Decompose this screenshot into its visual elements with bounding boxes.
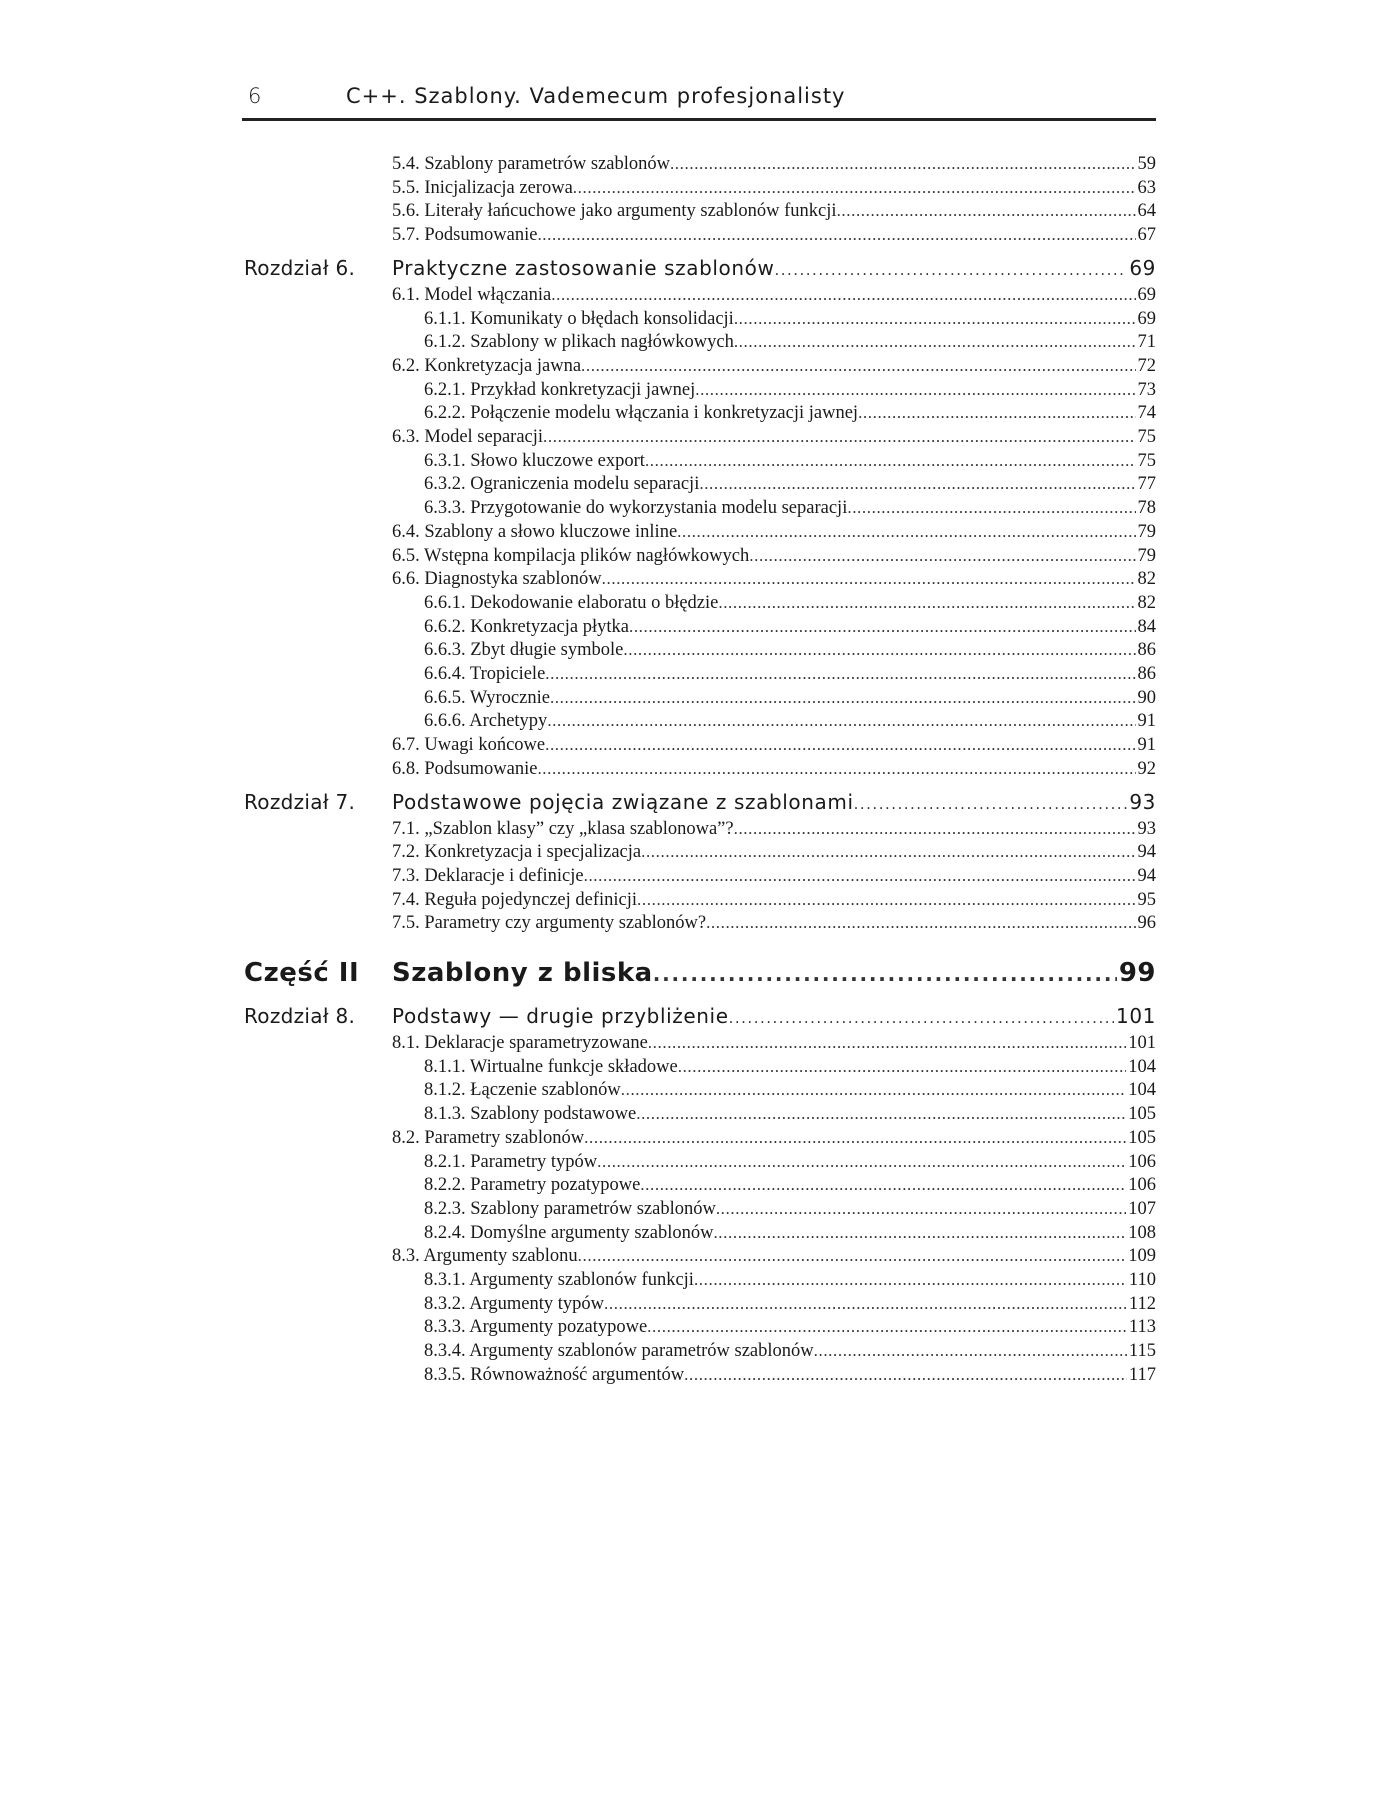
toc-entry-title: 6.1.1. Komunikaty o błędach konsolidacji (424, 308, 734, 329)
dot-leader (678, 1056, 1127, 1078)
toc-entry-title: 8.2. Parametry szablonów (392, 1127, 585, 1148)
toc-entry-title: 8.3.3. Argumenty pozatypowe (424, 1317, 648, 1338)
toc-entry-title: 6.2. Konkretyzacja jawna (392, 355, 582, 376)
toc-page-number: 104 (1128, 1080, 1156, 1101)
toc-page-number: 107 (1128, 1198, 1156, 1219)
toc-section-entry[interactable] (392, 841, 1156, 863)
toc-section-entry[interactable] (392, 568, 1156, 590)
toc-page-number: 109 (1128, 1246, 1156, 1267)
toc-entry-title: 6.2.1. Przykład konkretyzacji jawnej (424, 379, 696, 400)
toc-part-entry[interactable] (392, 956, 1156, 990)
dot-leader (545, 663, 1135, 685)
toc-section-entry[interactable] (392, 734, 1156, 756)
toc-page-number: 79 (1137, 521, 1156, 542)
toc-page-number: 71 (1137, 332, 1156, 353)
dot-leader (677, 521, 1135, 543)
dot-leader (837, 200, 1136, 222)
toc-section-entry[interactable] (392, 758, 1156, 780)
toc-page-number: 113 (1128, 1317, 1156, 1338)
dot-leader (713, 1222, 1126, 1244)
toc-entry-title: 7.4. Reguła pojedynczej definicji (392, 889, 638, 910)
toc-entry-title: 6.6.1. Dekodowanie elaboratu o błędzie (424, 592, 719, 613)
dot-leader (729, 1005, 1114, 1029)
toc-subsection-entry[interactable] (424, 592, 1156, 614)
toc-page-number: 84 (1137, 616, 1156, 637)
toc-section-entry[interactable] (392, 545, 1156, 567)
toc-entry-title: 6.3.2. Ograniczenia modelu separacji (424, 474, 700, 495)
dot-leader (573, 177, 1136, 199)
toc-entry-title: 6.3.3. Przygotowanie do wykorzystania modelu separacji (424, 498, 848, 519)
toc-section-entry[interactable] (392, 912, 1156, 934)
toc-page-number: 112 (1128, 1293, 1156, 1314)
dot-leader (621, 1079, 1127, 1101)
toc-subsection-entry[interactable] (424, 1293, 1156, 1315)
dot-leader (653, 957, 1117, 990)
toc-page-number: 93 (1137, 818, 1156, 839)
toc-section-entry[interactable] (392, 224, 1156, 246)
toc-page-number: 73 (1137, 379, 1156, 400)
toc-entry-title: 7.5. Parametry czy argumenty szablonów? (392, 913, 707, 934)
toc-page-number: 115 (1128, 1341, 1156, 1362)
toc-page-number: 59 (1137, 154, 1156, 174)
toc-page-number: 94 (1137, 842, 1156, 863)
dot-leader (718, 592, 1135, 614)
toc-page-number: 101 (1116, 1004, 1156, 1028)
toc-subsection-entry[interactable] (424, 1079, 1156, 1101)
toc-entry-title: 8.1.1. Wirtualne funkcje składowe (424, 1056, 678, 1077)
dot-leader (847, 497, 1135, 519)
toc-entry-title: 6.3. Model separacji (392, 427, 544, 447)
header-book-title: C++. Szablony. Vademecum profesjonalisty (346, 84, 846, 108)
toc-entry-title: 8.3.1. Argumenty szablonów funkcji (424, 1270, 694, 1290)
dot-leader (641, 841, 1135, 863)
toc-entry-title: 8.3.2. Argumenty typów (424, 1293, 605, 1314)
toc-page-number: 86 (1137, 664, 1156, 684)
dot-leader (550, 687, 1136, 709)
toc-entry-title: 8.2.4. Domyślne argumenty szablonów (424, 1222, 714, 1243)
toc-entry-title: 6.6.5. Wyrocznie (424, 687, 550, 708)
toc-entry-title: 6.6.4. Tropiciele (424, 664, 546, 684)
toc-page-number: 117 (1128, 1364, 1156, 1385)
toc-page-number: 69 (1129, 255, 1156, 280)
toc-section-entry[interactable] (392, 426, 1156, 448)
toc-entry-title: 6.1.2. Szablony w plikach nagłówkowych (424, 332, 734, 353)
toc-chapter-entry[interactable] (392, 789, 1156, 815)
dot-leader (623, 639, 1135, 661)
toc-subsection-entry[interactable] (424, 1269, 1156, 1291)
toc-page-number: 72 (1137, 355, 1156, 376)
toc-page-number: 91 (1137, 735, 1156, 756)
toc-page-number: 95 (1137, 889, 1156, 910)
toc-page-number: 63 (1137, 177, 1156, 198)
toc-entry-title: 6.8. Podsumowanie (392, 758, 538, 779)
dot-leader (629, 616, 1136, 638)
dot-leader (706, 912, 1135, 934)
dot-leader (640, 1174, 1126, 1196)
toc-subsection-entry[interactable] (424, 379, 1156, 401)
dot-leader (584, 1127, 1126, 1149)
toc-chapter-label: Rozdział 7. (244, 789, 356, 814)
toc-entry-title: 6.6. Diagnostyka szablonów (392, 569, 602, 590)
toc-page-number: 64 (1137, 201, 1156, 222)
toc-page-number: 67 (1137, 225, 1156, 246)
toc-page-number: 105 (1128, 1104, 1156, 1125)
toc-section-entry[interactable] (392, 1032, 1156, 1054)
toc-entry-title: 8.1.3. Szablony podstawowe (424, 1104, 637, 1125)
dot-leader (647, 1316, 1127, 1338)
toc-section-entry[interactable] (392, 1127, 1156, 1149)
toc-subsection-entry[interactable] (424, 402, 1156, 424)
toc-subsection-entry[interactable] (424, 1103, 1156, 1125)
toc-entry-title: 6.6.2. Konkretyzacja płytka (424, 616, 629, 637)
dot-leader (543, 426, 1135, 448)
toc-entry-title: 5.7. Podsumowanie (392, 225, 538, 246)
toc-subsection-entry[interactable] (424, 497, 1156, 519)
toc-page-number: 106 (1128, 1151, 1156, 1172)
dot-leader (734, 818, 1136, 840)
dot-leader (602, 568, 1136, 590)
toc-entry-title: 7.2. Konkretyzacja i specjalizacja (392, 842, 642, 863)
dot-leader (537, 758, 1135, 780)
dot-leader (694, 1269, 1127, 1291)
toc-entry-title: 8.1. Deklaracje sparametryzowane (392, 1033, 648, 1053)
toc-subsection-entry[interactable] (424, 1222, 1156, 1244)
toc-section-entry[interactable] (392, 818, 1156, 840)
dot-leader (547, 710, 1135, 732)
toc-entry-title: Podstawy — drugie przybliżenie (392, 1004, 729, 1028)
toc-subsection-entry[interactable] (424, 1151, 1156, 1173)
toc-subsection-entry[interactable] (424, 450, 1156, 472)
dot-leader (734, 308, 1136, 330)
toc-entry-title: 6.1. Model włączania (392, 284, 552, 305)
toc-page-number: 78 (1137, 498, 1156, 519)
dot-leader (645, 450, 1136, 472)
dot-leader (684, 1364, 1127, 1386)
toc-page-number: 99 (1118, 958, 1156, 988)
toc-entry-title: 8.2.3. Szablony parametrów szablonów (424, 1198, 716, 1219)
toc-subsection-entry[interactable] (424, 473, 1156, 495)
dot-leader (604, 1293, 1127, 1315)
toc-page-number: 79 (1137, 545, 1156, 566)
toc-entry-title: 7.3. Deklaracje i definicje (392, 865, 584, 886)
toc-subsection-entry[interactable] (424, 687, 1156, 709)
dot-leader (749, 545, 1135, 567)
dot-leader (637, 889, 1135, 911)
dot-leader (537, 224, 1135, 246)
toc-section-entry[interactable] (392, 200, 1156, 222)
toc-entry-title: Podstawowe pojęcia związane z szablonami (392, 789, 854, 814)
toc-subsection-entry[interactable] (424, 308, 1156, 330)
toc-page-number: 75 (1137, 450, 1156, 471)
toc-section-entry[interactable] (392, 355, 1156, 377)
toc-section-entry[interactable] (392, 284, 1156, 306)
toc-section-entry[interactable] (392, 1245, 1156, 1267)
toc-subsection-entry[interactable] (424, 1340, 1156, 1362)
dot-leader (636, 1103, 1126, 1125)
toc-chapter-label: Rozdział 8. (244, 1004, 356, 1028)
toc-section-entry[interactable] (392, 889, 1156, 911)
toc-entry-title: 8.3. Argumenty szablonu (392, 1246, 578, 1267)
toc-page-number: 108 (1128, 1222, 1156, 1243)
toc-subsection-entry[interactable] (424, 1174, 1156, 1196)
toc-subsection-entry[interactable] (424, 663, 1156, 685)
toc-subsection-entry[interactable] (424, 1364, 1156, 1386)
toc-page-number: 69 (1137, 308, 1156, 329)
dot-leader (734, 331, 1136, 353)
toc-page-number: 77 (1137, 474, 1156, 495)
toc-section-entry[interactable] (392, 865, 1156, 887)
toc-subsection-entry[interactable] (424, 710, 1156, 732)
dot-leader (858, 402, 1135, 424)
toc-part-label: Część II (244, 958, 360, 988)
dot-leader (716, 1198, 1126, 1220)
dot-leader (578, 1245, 1127, 1267)
dot-leader (584, 865, 1136, 887)
toc-page-number: 96 (1137, 913, 1156, 934)
toc-subsection-entry[interactable] (424, 1056, 1156, 1078)
dot-leader (648, 1032, 1126, 1054)
toc-page-number: 106 (1128, 1175, 1156, 1196)
toc-page-number: 74 (1137, 403, 1156, 424)
dot-leader (670, 153, 1136, 175)
toc-entry-title: 6.5. Wstępna kompilacja plików nagłówkowych (392, 545, 750, 566)
dot-leader (545, 734, 1135, 756)
header-page-number: 6 (248, 84, 262, 108)
toc-chapter-entry[interactable] (392, 1003, 1156, 1029)
toc-page-number: 75 (1137, 427, 1156, 447)
dot-leader (695, 379, 1135, 401)
toc-entry-title: Szablony z bliska (392, 958, 653, 988)
toc-entry-title: 5.6. Literały łańcuchowe jako argumenty szablonów funkcji (392, 201, 837, 222)
toc-entry-title: 6.2.2. Połączenie modelu włączania i konkretyzacji jawnej (424, 403, 859, 424)
dot-leader (597, 1151, 1126, 1173)
toc-entry-title: 5.4. Szablony parametrów szablonów (392, 154, 670, 174)
toc-section-entry[interactable] (392, 153, 1156, 175)
toc-entry-title: 6.7. Uwagi końcowe (392, 735, 546, 756)
toc-page-number: 92 (1137, 758, 1156, 779)
toc-subsection-entry[interactable] (424, 616, 1156, 638)
toc-page-number: 110 (1128, 1270, 1156, 1290)
toc-entry-title: 5.5. Inicjalizacja zerowa (392, 177, 573, 198)
running-header (242, 84, 1156, 121)
toc-page-number: 69 (1137, 284, 1156, 305)
toc-entry-title: 8.3.5. Równoważność argumentów (424, 1364, 685, 1385)
toc-page-number: 86 (1137, 640, 1156, 661)
toc-entry-title: 8.2.2. Parametry pozatypowe (424, 1175, 641, 1196)
dot-leader (814, 1340, 1127, 1362)
toc-page-number: 104 (1128, 1056, 1156, 1077)
toc-subsection-entry[interactable] (424, 639, 1156, 661)
toc-page-number: 93 (1129, 789, 1156, 814)
toc-entry-title: 6.3.1. Słowo kluczowe export (424, 450, 645, 471)
dot-leader (774, 257, 1127, 281)
toc-subsection-entry[interactable] (424, 331, 1156, 353)
toc-subsection-entry[interactable] (424, 1198, 1156, 1220)
toc-entry-title: 8.1.2. Łączenie szablonów (424, 1080, 621, 1101)
toc-entry-title: 8.3.4. Argumenty szablonów parametrów szablonów (424, 1341, 814, 1362)
toc-entry-title: 6.6.3. Zbyt długie symbole (424, 640, 624, 661)
toc-entry-title: Praktyczne zastosowanie szablonów (392, 255, 775, 280)
toc-page-number: 90 (1137, 687, 1156, 708)
toc-subsection-entry[interactable] (424, 1316, 1156, 1338)
toc-chapter-label: Rozdział 6. (244, 255, 356, 280)
dot-leader (699, 473, 1135, 495)
toc-entry-title: 7.1. „Szablon klasy” czy „klasa szablonowa”? (392, 818, 734, 839)
dot-leader (551, 284, 1135, 306)
toc-entry-title: 6.6.6. Archetypy (424, 711, 548, 732)
dot-leader (581, 355, 1135, 377)
dot-leader (854, 791, 1128, 815)
toc-page-number: 101 (1128, 1033, 1156, 1053)
toc-page-number: 94 (1137, 865, 1156, 886)
toc-section-entry[interactable] (392, 177, 1156, 199)
toc-entry-title: 6.4. Szablony a słowo kluczowe inline (392, 521, 678, 542)
toc-page-number: 105 (1128, 1127, 1156, 1148)
toc-section-entry[interactable] (392, 521, 1156, 543)
toc-chapter-entry[interactable] (392, 255, 1156, 281)
toc-page-number: 91 (1137, 711, 1156, 732)
toc-entry-title: 8.2.1. Parametry typów (424, 1151, 598, 1172)
toc-page-number: 82 (1137, 592, 1156, 613)
toc-page-number: 82 (1137, 569, 1156, 590)
